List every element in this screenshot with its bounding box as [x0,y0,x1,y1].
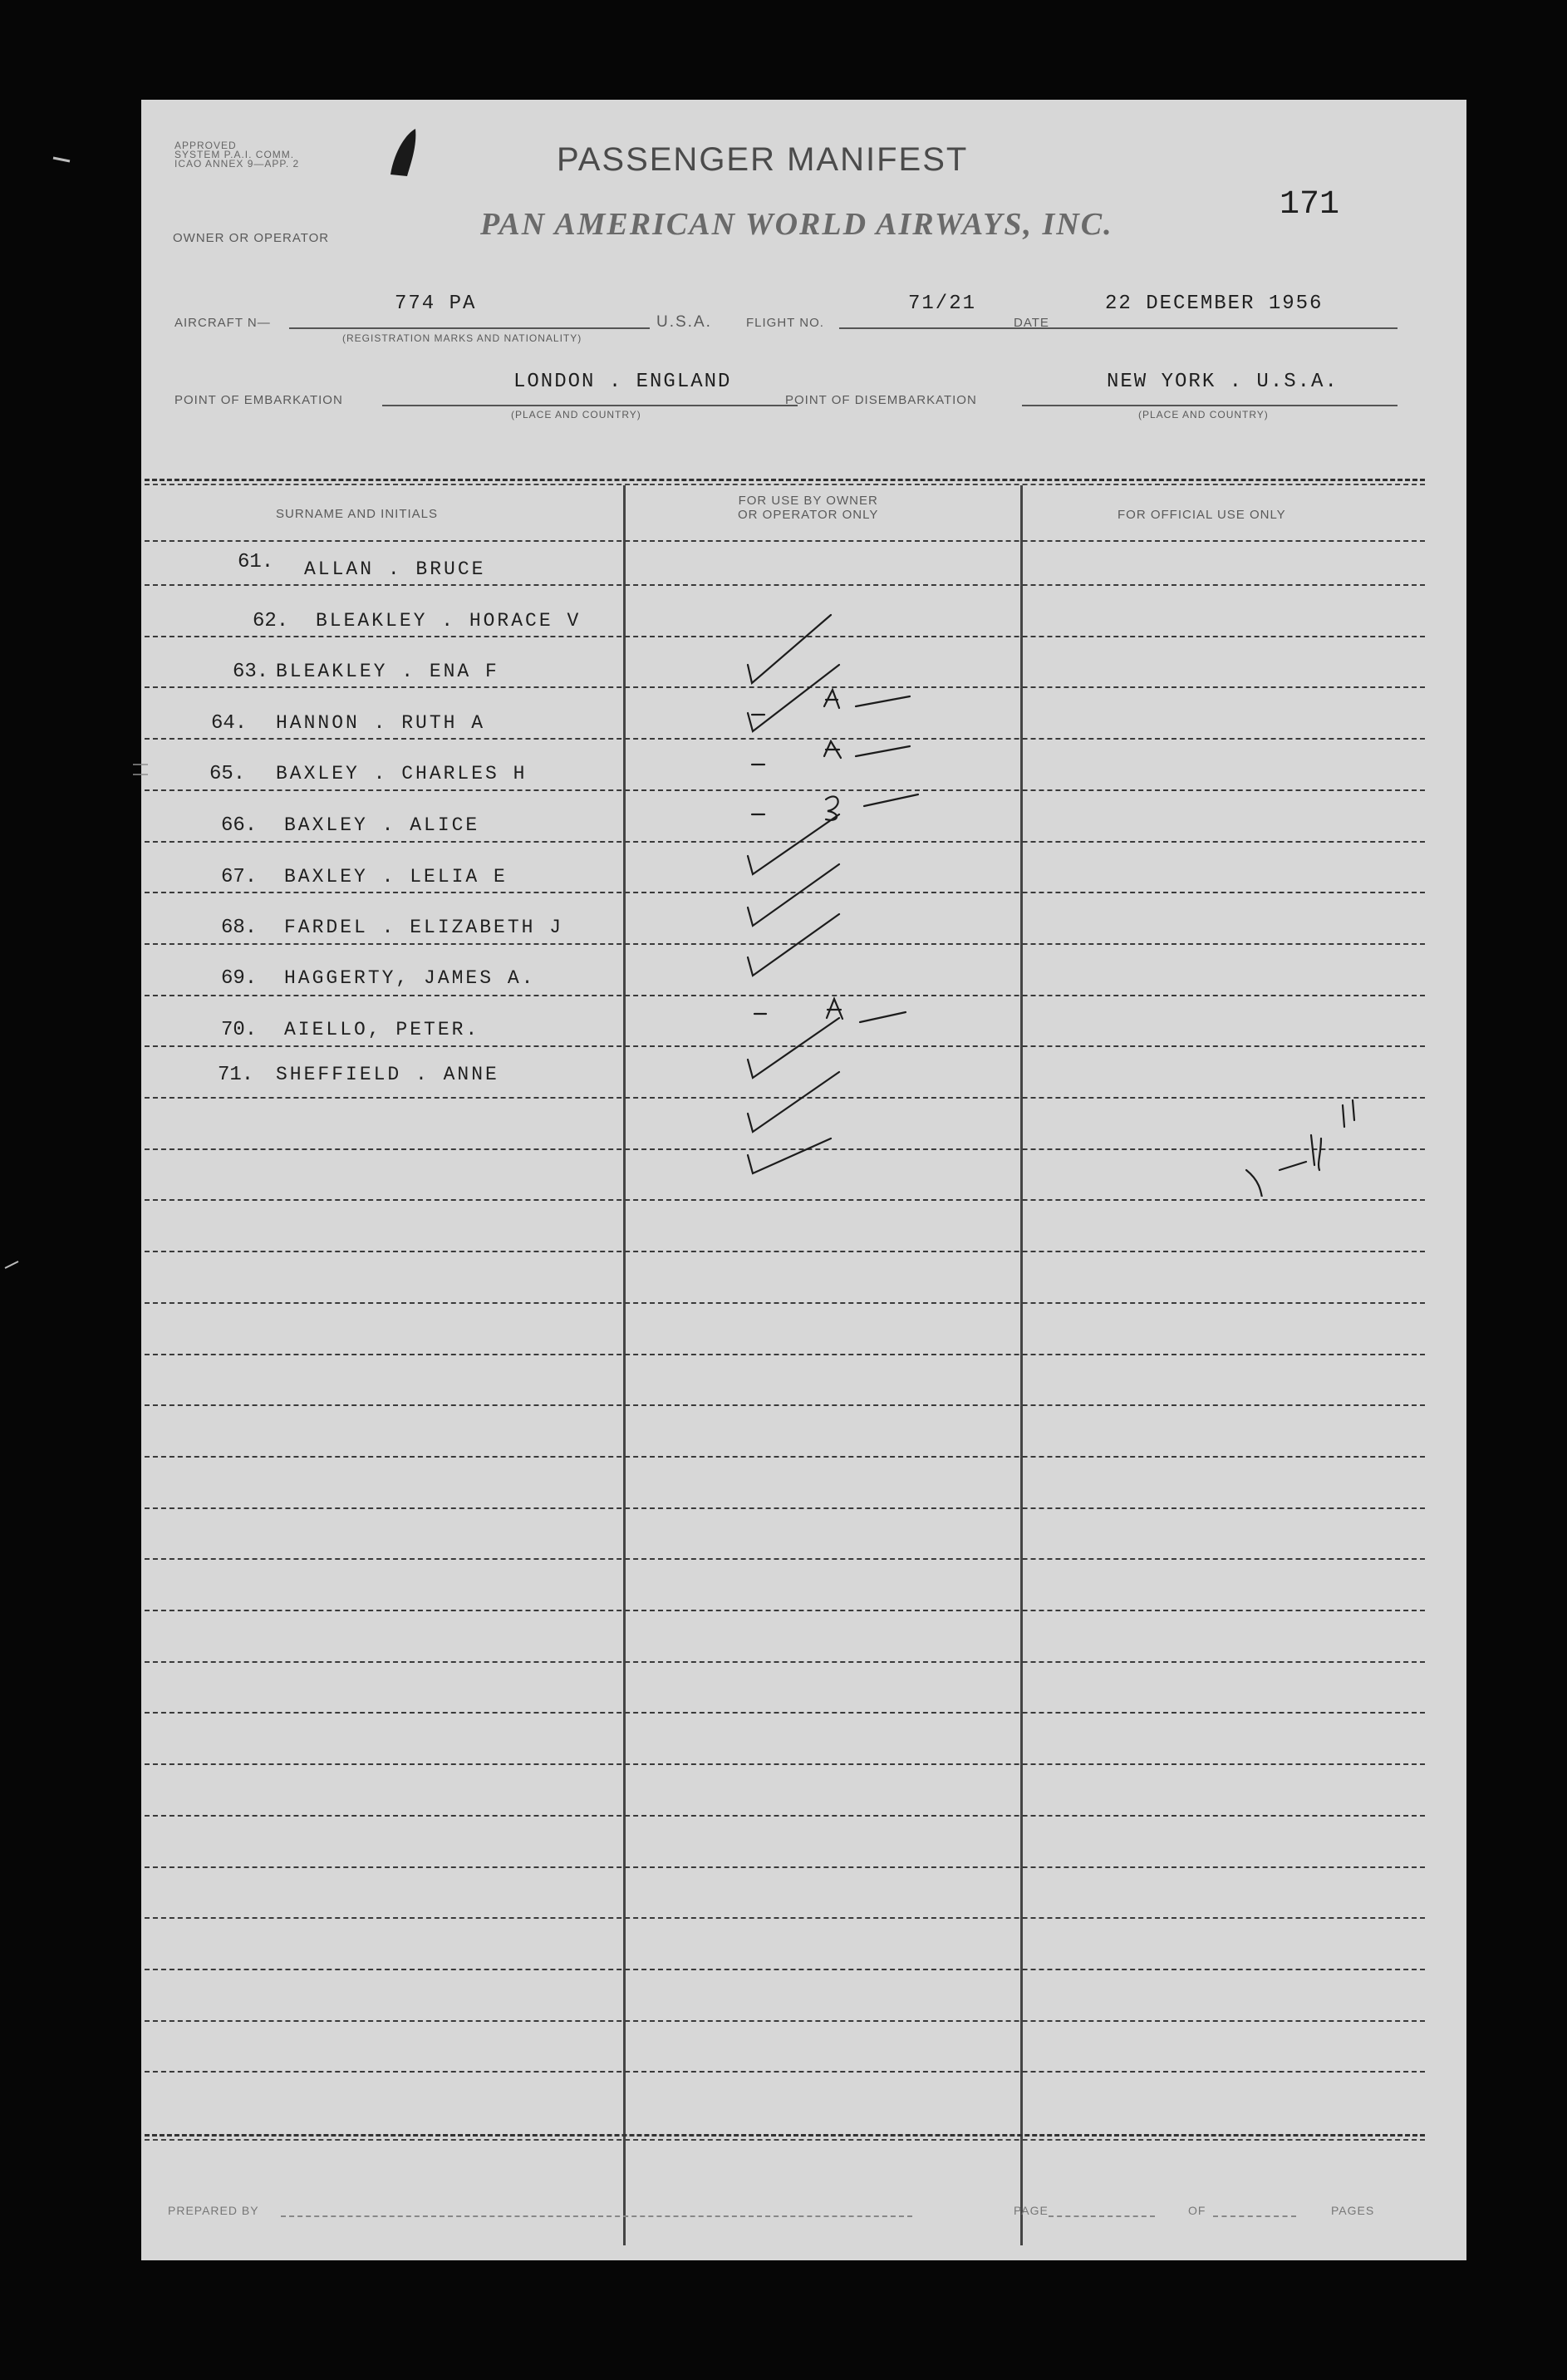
row-number: 63. [233,661,269,683]
registration-caption: (REGISTRATION MARKS AND NATIONALITY) [342,332,582,344]
approval-line: APPROVED [174,140,237,151]
nationality-label: U.S.A. [656,313,712,331]
row-rule [145,1661,1425,1663]
surname-column-header: SURNAME AND INITIALS [276,507,439,521]
disembarkation-value: NEW YORK . U.S.A. [1107,371,1339,393]
disembarkation-caption: (PLACE AND COUNTRY) [1138,409,1269,420]
embarkation-caption: (PLACE AND COUNTRY) [511,409,641,420]
row-number: 61. [238,551,274,573]
row-number: 71. [218,1064,254,1086]
page-line [1049,2215,1155,2217]
prepared-by-line [281,2215,912,2217]
row-rule [145,1712,1425,1714]
of-label: OF [1188,2204,1206,2217]
row-number: 70. [221,1019,258,1041]
passenger-name: BLEAKLEY . HORACE V [316,610,582,632]
pages-label: PAGES [1331,2204,1375,2217]
passenger-name: AIELLO, PETER. [284,1019,480,1040]
manifest-page [141,100,1466,2260]
passenger-name: ALLAN . BRUCE [304,558,486,580]
row-rule [145,1969,1425,1970]
embarkation-label: POINT OF EMBARKATION [174,393,343,407]
table-bottom-rule [145,2134,1425,2137]
flight-label: FLIGHT NO. [746,316,824,330]
approval-line: SYSTEM P.A.I. COMM. [174,149,295,160]
row-rule [145,2020,1425,2022]
aircraft-value: 774 PA [395,293,477,315]
row-rule [145,1917,1425,1919]
page-label: PAGE [1014,2204,1049,2217]
row-number: 64. [211,712,248,735]
aircraft-label: AIRCRAFT N— [174,316,271,330]
row-rule [145,1866,1425,1868]
row-number: 66. [221,814,258,837]
passenger-name: HAGGERTY, JAMES A. [284,967,536,989]
row-rule [145,1354,1425,1355]
table-top-rule [145,479,1425,481]
passenger-name: FARDEL . ELIZABETH J [284,917,564,938]
flight-value: 71/21 [908,293,977,315]
disembarkation-label: POINT OF DISEMBARKATION [785,393,977,407]
manifest-table [141,100,1466,2260]
page-title: PASSENGER MANIFEST [557,141,969,178]
table-bottom-rule [145,2139,1425,2141]
official-column-header: FOR OFFICIAL USE ONLY [1118,508,1286,522]
row-rule [145,1815,1425,1817]
row-number: 62. [253,610,289,632]
row-rule [145,1199,1425,1201]
page-number: 171 [1280,186,1340,224]
passenger-name: BAXLEY . CHARLES H [276,763,528,784]
owner-column-header-line: FOR USE BY OWNER [738,494,878,508]
passenger-name: BAXLEY . LELIA E [284,866,508,888]
passenger-name: SHEFFIELD . ANNE [276,1064,499,1085]
film-edge-marks [0,0,150,1330]
prepared-by-label: PREPARED BY [168,2204,259,2217]
owner-column-header-line: OR OPERATOR ONLY [738,508,879,522]
row-rule [145,2071,1425,2073]
handwritten-annotations-icon [590,565,1421,1197]
row-rule [145,1763,1425,1765]
row-number: 65. [209,763,246,785]
embarkation-value: LONDON . ENGLAND [513,371,732,393]
airline-name: PAN AMERICAN WORLD AIRWAYS, INC. [480,207,1113,242]
passenger-name: BLEAKLEY . ENA F [276,661,499,682]
row-rule [145,1404,1425,1406]
row-number: 69. [221,967,258,990]
date-label: DATE [1014,316,1049,330]
row-rule [145,1251,1425,1252]
row-number: 67. [221,866,258,888]
passenger-name: BAXLEY . ALICE [284,814,480,836]
row-rule [145,1302,1425,1304]
of-line [1213,2215,1296,2217]
owner-label: OWNER OR OPERATOR [173,231,330,245]
row-rule [145,1610,1425,1611]
row-rule [145,540,1425,542]
row-number: 68. [221,917,258,939]
row-rule [145,1558,1425,1560]
passenger-name: HANNON . RUTH A [276,712,486,734]
table-top-rule [145,484,1425,485]
owner-column-header [738,494,878,522]
date-value: 22 DECEMBER 1956 [1105,293,1324,315]
approval-line: ICAO ANNEX 9—APP. 2 [174,158,300,170]
row-rule [145,1507,1425,1509]
row-rule [145,1456,1425,1458]
